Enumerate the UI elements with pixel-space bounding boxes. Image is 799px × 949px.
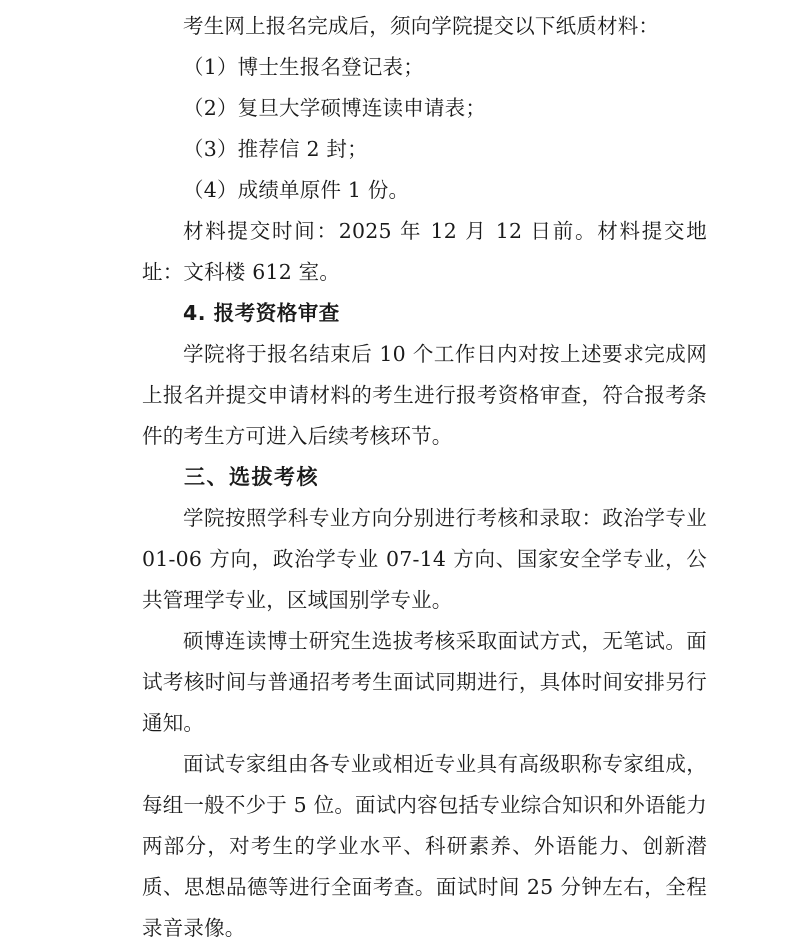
list-item-4: （4）成绩单原件 1 份。: [183, 178, 410, 202]
paragraph-qualification-review: 学院将于报名结束后 10 个工作日内对按上述要求完成网上报名并提交申请材料的考生进行报考资格审查，符合报考条件的考生方可进入后续考核环节。: [142, 342, 707, 448]
document-body: [142, 6, 707, 949]
list-item-1: （1）博士生报名登记表；: [183, 55, 424, 79]
paragraph-submission-info: 材料提交时间：2025 年 12 月 12 日前。材料提交地址：文科楼 612 室。: [142, 219, 707, 284]
heading-selection-assessment: 三、选拔考核: [184, 465, 319, 489]
paragraph-expert-panel: 面试专家组由各专业或相近专业具有高级职称专家组成，每组一般不少于 5 位。面试内容包括专业综合知识和外语能力两部分，对考生的学业水平、科研素养、外语能力、创新潜质、思想品德等进行全面考查。面试时间 25 分钟左右，全程录音录像。: [142, 752, 707, 940]
paragraph-majors: 学院按照学科专业方向分别进行考核和录取：政治学专业 01-06 方向，政治学专业 07-14 方向、国家安全学专业，公共管理学专业，区域国别学专业。: [142, 506, 707, 612]
list-item-2: （2）复旦大学硕博连读申请表；: [183, 96, 487, 120]
paragraph-interview-format: 硕博连读博士研究生选拔考核采取面试方式，无笔试。面试考核时间与普通招考考生面试同期进行，具体时间安排另行通知。: [142, 629, 707, 735]
paragraph-intro: 考生网上报名完成后，须向学院提交以下纸质材料：: [183, 14, 660, 38]
heading-qualification-review: 4. 报考资格审查: [183, 301, 340, 325]
list-item-3: （3）推荐信 2 封；: [183, 137, 368, 161]
